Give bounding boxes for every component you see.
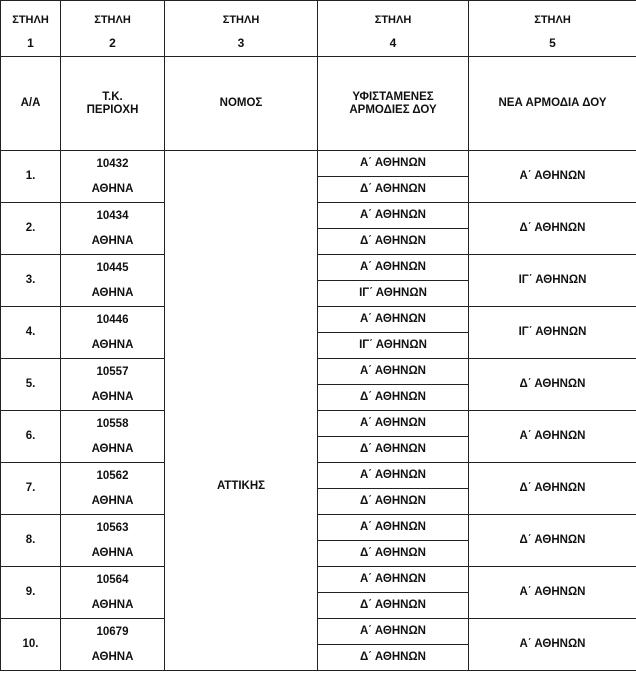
row-number: 5.	[1, 359, 61, 411]
nomos-value: ΑΤΤΙΚΗΣ	[216, 480, 266, 492]
area-name: ΑΘΗΝΑ	[91, 390, 134, 403]
postal-code: 10564	[96, 573, 129, 586]
existing-dou-2: Δ΄ ΑΘΗΝΩΝ	[318, 437, 469, 463]
existing-dou-2: Δ΄ ΑΘΗΝΩΝ	[318, 177, 469, 203]
postal-code: 10432	[96, 157, 129, 170]
new-dou: Δ΄ ΑΘΗΝΩΝ	[469, 359, 636, 411]
area-name: ΑΘΗΝΑ	[91, 234, 134, 247]
header-new-dou: ΝΕΑ ΑΡΜΟΔΙΑ ΔΟΥ	[469, 57, 636, 151]
column-number-row	[1, 1, 636, 57]
area-name: ΑΘΗΝΑ	[91, 598, 134, 611]
new-dou: Α΄ ΑΘΗΝΩΝ	[469, 567, 636, 619]
area-name: ΑΘΗΝΑ	[91, 338, 134, 351]
new-dou: Α΄ ΑΘΗΝΩΝ	[469, 151, 636, 203]
header-col-4: ΣΤΗΛΗ 4	[318, 1, 469, 57]
existing-dou-1: Α΄ ΑΘΗΝΩΝ	[318, 619, 469, 645]
table-row	[1, 567, 636, 593]
header-tk-area: Τ.Κ. ΠΕΡΙΟΧΗ	[61, 57, 165, 151]
existing-dou-1: Α΄ ΑΘΗΝΩΝ	[318, 307, 469, 333]
header-existing-dou: ΥΦΙΣΤΑΜΕΝΕΣ ΑΡΜΟΔΙΕΣ ΔΟΥ	[318, 57, 469, 151]
postal-code-area	[61, 359, 165, 411]
postal-code: 10562	[96, 469, 129, 482]
area-name: ΑΘΗΝΑ	[91, 650, 134, 663]
postal-code: 10446	[96, 313, 129, 326]
header-col-2: ΣΤΗΛΗ 2	[61, 1, 165, 57]
existing-dou-2: Δ΄ ΑΘΗΝΩΝ	[318, 645, 469, 671]
existing-dou-1: Α΄ ΑΘΗΝΩΝ	[318, 255, 469, 281]
existing-dou-1: Α΄ ΑΘΗΝΩΝ	[318, 463, 469, 489]
postal-code: 10558	[96, 417, 129, 430]
postal-code-area	[61, 203, 165, 255]
table-row	[1, 151, 636, 177]
existing-dou-2: Δ΄ ΑΘΗΝΩΝ	[318, 593, 469, 619]
existing-dou-1: Α΄ ΑΘΗΝΩΝ	[318, 359, 469, 385]
row-number: 8.	[1, 515, 61, 567]
header-nomos: ΝΟΜΟΣ	[165, 57, 318, 151]
postal-code-area	[61, 567, 165, 619]
nomos-cell	[165, 151, 318, 671]
postal-code-area	[61, 151, 165, 203]
header-col-5: ΣΤΗΛΗ 5	[469, 1, 636, 57]
new-dou: Δ΄ ΑΘΗΝΩΝ	[469, 463, 636, 515]
postal-code-area	[61, 255, 165, 307]
table-row	[1, 307, 636, 333]
row-number: 10.	[1, 619, 61, 671]
existing-dou-2: Δ΄ ΑΘΗΝΩΝ	[318, 541, 469, 567]
row-number: 2.	[1, 203, 61, 255]
column-title-row	[1, 57, 636, 151]
table-row	[1, 203, 636, 229]
postal-code-area	[61, 619, 165, 671]
postal-code: 10445	[96, 261, 129, 274]
header-col-1: ΣΤΗΛΗ 1	[1, 1, 61, 57]
table-row	[1, 255, 636, 281]
area-name: ΑΘΗΝΑ	[91, 494, 134, 507]
row-number: 1.	[1, 151, 61, 203]
table-row	[1, 463, 636, 489]
new-dou: Α΄ ΑΘΗΝΩΝ	[469, 411, 636, 463]
postal-code-area	[61, 515, 165, 567]
new-dou: ΙΓ΄ ΑΘΗΝΩΝ	[469, 307, 636, 359]
table-row	[1, 515, 636, 541]
existing-dou-1: Α΄ ΑΘΗΝΩΝ	[318, 151, 469, 177]
postal-code: 10434	[96, 209, 129, 222]
postal-code-area	[61, 411, 165, 463]
row-number: 7.	[1, 463, 61, 515]
area-name: ΑΘΗΝΑ	[91, 286, 134, 299]
header-col-3: ΣΤΗΛΗ 3	[165, 1, 318, 57]
postal-code: 10557	[96, 365, 129, 378]
row-number: 3.	[1, 255, 61, 307]
postal-code-area	[61, 307, 165, 359]
existing-dou-2: ΙΓ΄ ΑΘΗΝΩΝ	[318, 333, 469, 359]
header-aa: Α/Α	[1, 57, 61, 151]
row-number: 6.	[1, 411, 61, 463]
table-row	[1, 619, 636, 645]
postal-code: 10679	[96, 625, 129, 638]
existing-dou-2: Δ΄ ΑΘΗΝΩΝ	[318, 229, 469, 255]
existing-dou-1: Α΄ ΑΘΗΝΩΝ	[318, 411, 469, 437]
row-number: 4.	[1, 307, 61, 359]
existing-dou-2: ΙΓ΄ ΑΘΗΝΩΝ	[318, 281, 469, 307]
new-dou: Α΄ ΑΘΗΝΩΝ	[469, 619, 636, 671]
postal-code: 10563	[96, 521, 129, 534]
row-number: 9.	[1, 567, 61, 619]
postal-code-area	[61, 463, 165, 515]
area-name: ΑΘΗΝΑ	[91, 182, 134, 195]
table-row	[1, 411, 636, 437]
existing-dou-1: Α΄ ΑΘΗΝΩΝ	[318, 567, 469, 593]
new-dou: Δ΄ ΑΘΗΝΩΝ	[469, 515, 636, 567]
existing-dou-2: Δ΄ ΑΘΗΝΩΝ	[318, 385, 469, 411]
existing-dou-1: Α΄ ΑΘΗΝΩΝ	[318, 203, 469, 229]
table-row	[1, 359, 636, 385]
new-dou: Δ΄ ΑΘΗΝΩΝ	[469, 203, 636, 255]
existing-dou-2: Δ΄ ΑΘΗΝΩΝ	[318, 489, 469, 515]
existing-dou-1: Α΄ ΑΘΗΝΩΝ	[318, 515, 469, 541]
new-dou: ΙΓ΄ ΑΘΗΝΩΝ	[469, 255, 636, 307]
area-name: ΑΘΗΝΑ	[91, 442, 134, 455]
area-name: ΑΘΗΝΑ	[91, 546, 134, 559]
